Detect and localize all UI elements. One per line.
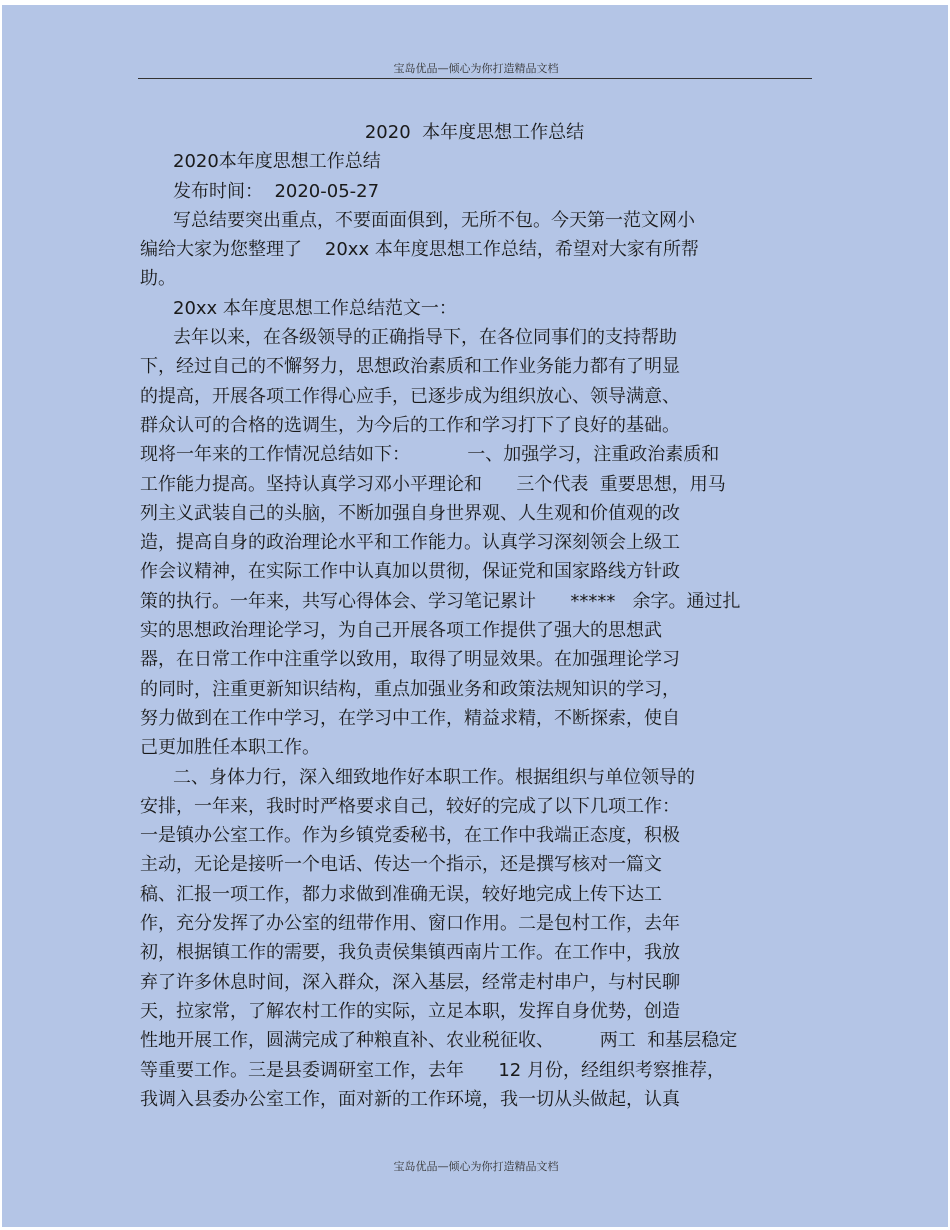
document-body bbox=[140, 118, 805, 1114]
doc-line: 现将一年来的工作情况总结如下： 一、加强学习，注重政治素质和 bbox=[140, 444, 720, 466]
doc-line: 安排，一年来，我时时严格要求自己，较好的完成了以下几项工作： bbox=[140, 795, 680, 817]
doc-line: 助。 bbox=[140, 268, 176, 290]
doc-line: 编给大家为您整理了 20xx 本年度思想工作总结，希望对大家有所帮 bbox=[140, 239, 699, 261]
doc-line: 性地开展工作，圆满完成了种粮直补、农业税征收、 两工 和基层稳定 bbox=[140, 1030, 738, 1052]
page-footer: 宝岛优品—倾心为你打造精品文档 bbox=[393, 1160, 559, 1173]
doc-line: 等重要工作。三是县委调研室工作，去年 12 月份，经组织考察推荐， bbox=[140, 1059, 725, 1081]
doc-line: 列主义武装自己的头脑，不断加强自身世界观、人生观和价值观的改 bbox=[140, 502, 680, 524]
doc-line: 天，拉家常，了解农村工作的实际，立足本职，发挥自身优势，创造 bbox=[140, 1000, 680, 1022]
doc-line: 工作能力提高。坚持认真学习邓小平理论和 三个代表 重要思想，用马 bbox=[140, 473, 726, 495]
doc-line: 写总结要突出重点，不要面面俱到，无所不包。今天第一范文网小 bbox=[173, 209, 695, 231]
doc-line: 的提高，开展各项工作得心应手，已逐步成为组织放心、领导满意、 bbox=[140, 385, 680, 407]
doc-line: 稿、汇报一项工作，都力求做到准确无误，较好地完成上传下达工 bbox=[140, 883, 662, 905]
page-header: 宝岛优品—倾心为你打造精品文档 bbox=[393, 62, 559, 75]
doc-line: 实的思想政治理论学习，为自己开展各项工作提供了强大的思想武 bbox=[140, 620, 662, 642]
doc-line: 努力做到在工作中学习，在学习中工作，精益求精，不断探索，使自 bbox=[140, 707, 680, 729]
doc-line: 我调入县委办公室工作，面对新的工作环境，我一切从头做起，认真 bbox=[140, 1088, 680, 1110]
doc-line: 发布时间： 2020-05-27 bbox=[173, 180, 380, 202]
doc-line: 主动，无论是接听一个电话、传达一个指示，还是撰写核对一篇文 bbox=[140, 854, 662, 876]
document-page bbox=[2, 5, 948, 1227]
document-title: 2020 本年度思想工作总结 bbox=[364, 122, 585, 143]
doc-line: 20xx 本年度思想工作总结范文一： bbox=[173, 297, 457, 319]
doc-line: 2020本年度思想工作总结 bbox=[173, 151, 381, 173]
doc-line: 一是镇办公室工作。作为乡镇党委秘书，在工作中我端正态度，积极 bbox=[140, 825, 680, 847]
doc-line: 去年以来，在各级领导的正确指导下，在各位同事们的支持帮助 bbox=[173, 327, 677, 349]
doc-line: 下，经过自己的不懈努力，思想政治素质和工作业务能力都有了明显 bbox=[140, 356, 680, 378]
doc-line: 策的执行。一年来，共写心得体会、学习笔记累计 ***** 余字。通过扎 bbox=[140, 590, 741, 612]
doc-line: 造，提高自身的政治理论水平和工作能力。认真学习深刻领会上级工 bbox=[140, 532, 680, 554]
doc-line: 弃了许多休息时间，深入群众，深入基层，经常走村串户，与村民聊 bbox=[140, 971, 680, 993]
doc-line: 二、身体力行，深入细致地作好本职工作。根据组织与单位领导的 bbox=[173, 766, 695, 788]
doc-line: 作会议精神，在实际工作中认真加以贯彻，保证党和国家路线方针政 bbox=[140, 561, 680, 583]
header-divider bbox=[138, 78, 812, 79]
doc-line: 器，在日常工作中注重学以致用，取得了明显效果。在加强理论学习 bbox=[140, 649, 680, 671]
doc-line: 作，充分发挥了办公室的纽带作用、窗口作用。二是包村工作，去年 bbox=[140, 913, 680, 935]
doc-line: 的同时，注重更新知识结构，重点加强业务和政策法规知识的学习， bbox=[140, 678, 680, 700]
doc-line: 己更加胜任本职工作。 bbox=[140, 737, 320, 759]
doc-line: 群众认可的合格的选调生，为今后的工作和学习打下了良好的基础。 bbox=[140, 414, 680, 436]
doc-line: 初，根据镇工作的需要，我负责侯集镇西南片工作。在工作中，我放 bbox=[140, 942, 680, 964]
